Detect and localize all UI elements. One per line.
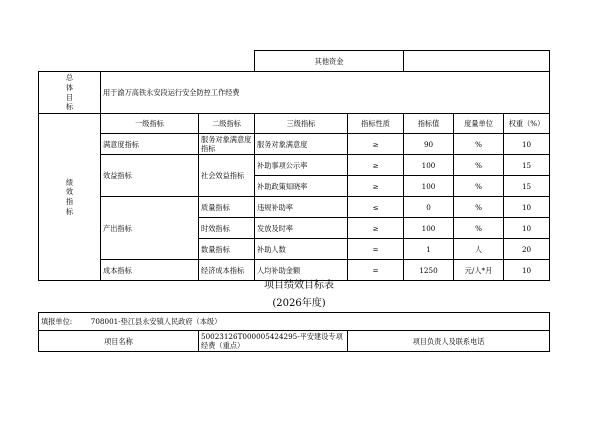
row-l1: 效益指标	[101, 155, 199, 197]
row-unit: %	[454, 197, 504, 218]
performance-table	[38, 50, 550, 281]
row-weight: 15	[504, 176, 550, 197]
page-title: 项目绩效目标表	[264, 280, 334, 291]
row-unit: %	[454, 155, 504, 176]
row-value: 1	[404, 239, 454, 260]
row-unit: 人	[454, 239, 504, 260]
row-value: 100	[404, 176, 454, 197]
row-l1: 成本指标	[101, 260, 199, 281]
overall-goal-text: 用于渝万高铁永安段运行安全防控工作经费	[101, 72, 550, 114]
row-l3: 人均补助金额	[255, 260, 348, 281]
header-l2: 二级指标	[199, 114, 255, 134]
header-value: 指标值	[404, 114, 454, 134]
row-nature: =	[348, 260, 404, 281]
row-l2: 社会效益指标	[199, 155, 255, 197]
row-weight: 10	[504, 218, 550, 239]
other-funds-value	[404, 51, 550, 72]
row-unit: %	[454, 218, 504, 239]
row-unit: %	[454, 134, 504, 155]
row-l2: 质量指标	[199, 197, 255, 218]
row-l2: 时效指标	[199, 218, 255, 239]
row-l3: 违规补助率	[255, 197, 348, 218]
row-l3: 补助事项公示率	[255, 155, 348, 176]
contact-label: 项目负责人及联系电话	[348, 331, 550, 352]
row-nature: ≥	[348, 155, 404, 176]
row-nature: ≥	[348, 218, 404, 239]
row-weight: 20	[504, 239, 550, 260]
row-l3: 服务对象满意度	[255, 134, 348, 155]
row-weight: 10	[504, 260, 550, 281]
row-value: 1250	[404, 260, 454, 281]
table-row	[39, 134, 550, 155]
overall-goal-label: 总 体 目 标	[39, 72, 101, 114]
row-value: 90	[404, 134, 454, 155]
row-value: 0	[404, 197, 454, 218]
perf-indicator-label: 绩 效 指 标	[39, 114, 101, 281]
row-weight: 15	[504, 155, 550, 176]
row-l2: 经济成本指标	[199, 260, 255, 281]
project-name-label: 项目名称	[39, 331, 199, 352]
row-l1: 满意度指标	[101, 134, 199, 155]
page-subtitle: (2026年度)	[272, 298, 326, 309]
row-l3: 补助政策知晓率	[255, 176, 348, 197]
header-weight: 权重（%）	[504, 114, 550, 134]
unit-label: 填报单位:	[41, 317, 73, 326]
row-value: 100	[404, 155, 454, 176]
row-nature: ≥	[348, 134, 404, 155]
header-l1: 一级指标	[101, 114, 199, 134]
row-l1: 产出指标	[101, 197, 199, 260]
row-weight: 10	[504, 197, 550, 218]
row-weight: 10	[504, 134, 550, 155]
header-unit: 度量单位	[454, 114, 504, 134]
row-nature: =	[348, 239, 404, 260]
row-nature: ≥	[348, 176, 404, 197]
header-nature: 指标性质	[348, 114, 404, 134]
row-nature: ≤	[348, 197, 404, 218]
row-l3: 发放及时率	[255, 218, 348, 239]
row-l2: 服务对象满意度指标	[199, 134, 255, 155]
unit-value: 708001-垫江县永安镇人民政府（本级）	[90, 317, 222, 326]
row-l3: 补助人数	[255, 239, 348, 260]
row-l2: 数量指标	[199, 239, 255, 260]
header-l3: 三级指标	[255, 114, 348, 134]
other-funds-label: 其他资金	[255, 51, 404, 72]
row-unit: 元/人*月	[454, 260, 504, 281]
unit-row	[39, 313, 550, 331]
row-value: 100	[404, 218, 454, 239]
project-info-table	[38, 312, 550, 352]
project-name-value: 50023126T000005424295-平安建设专项经费（重点）	[199, 331, 348, 352]
table-row	[39, 155, 550, 176]
row-unit: %	[454, 176, 504, 197]
table-row	[39, 197, 550, 218]
